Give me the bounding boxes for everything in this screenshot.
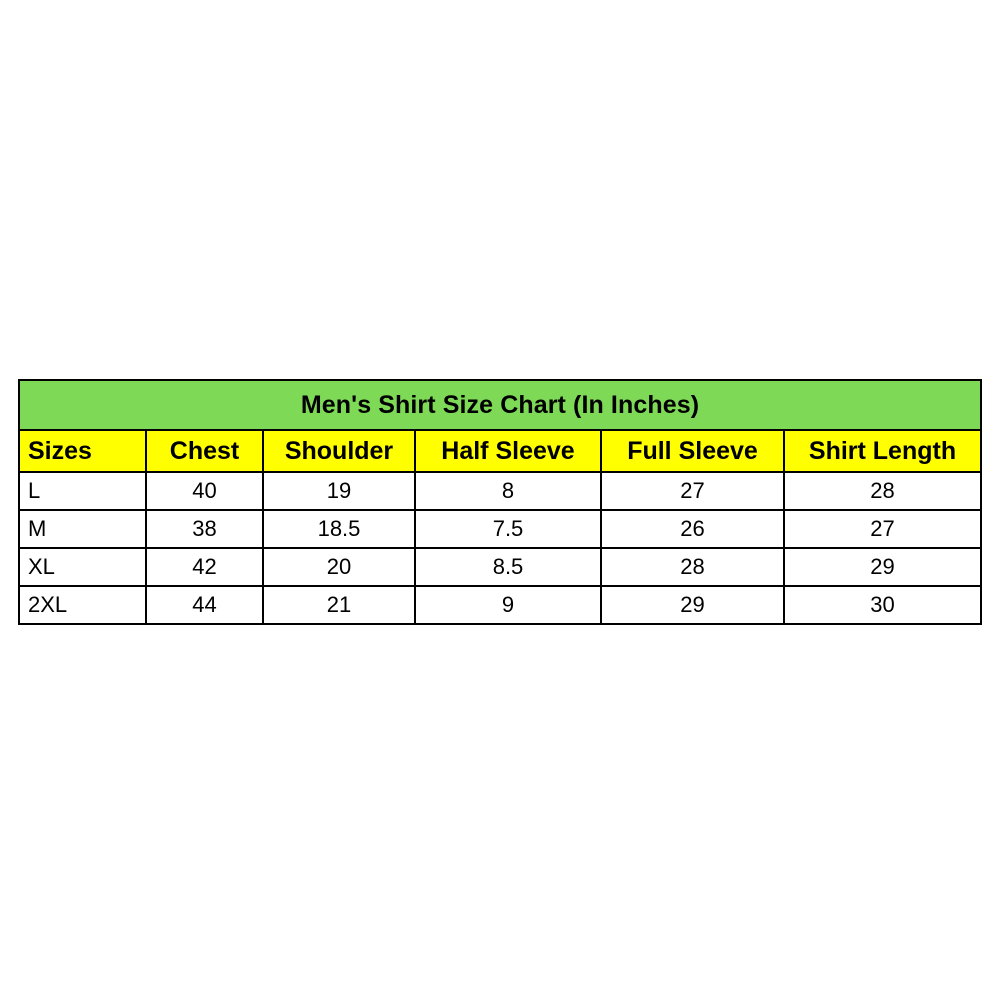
- cell-half-sleeve: 7.5: [415, 510, 601, 548]
- cell-full-sleeve: 28: [601, 548, 784, 586]
- cell-half-sleeve: 8.5: [415, 548, 601, 586]
- table-title-row: [19, 380, 981, 430]
- cell-shoulder: 19: [263, 472, 415, 510]
- table-row: [19, 548, 981, 586]
- size-chart-container: [18, 379, 980, 625]
- table-row: [19, 510, 981, 548]
- cell-size: 2XL: [19, 586, 146, 624]
- column-header-sizes: Sizes: [19, 430, 146, 472]
- cell-half-sleeve: 8: [415, 472, 601, 510]
- cell-full-sleeve: 27: [601, 472, 784, 510]
- column-header-shoulder: Shoulder: [263, 430, 415, 472]
- cell-size: M: [19, 510, 146, 548]
- table-header-row: [19, 430, 981, 472]
- cell-full-sleeve: 29: [601, 586, 784, 624]
- cell-shirt-length: 29: [784, 548, 981, 586]
- table-row: [19, 586, 981, 624]
- cell-full-sleeve: 26: [601, 510, 784, 548]
- cell-shoulder: 20: [263, 548, 415, 586]
- size-chart-table: [18, 379, 982, 625]
- cell-shirt-length: 28: [784, 472, 981, 510]
- chart-title: Men's Shirt Size Chart (In Inches): [19, 380, 981, 430]
- table-row: [19, 472, 981, 510]
- column-header-shirt-length: Shirt Length: [784, 430, 981, 472]
- column-header-half-sleeve: Half Sleeve: [415, 430, 601, 472]
- cell-chest: 44: [146, 586, 263, 624]
- cell-shirt-length: 30: [784, 586, 981, 624]
- cell-chest: 40: [146, 472, 263, 510]
- cell-chest: 38: [146, 510, 263, 548]
- cell-shoulder: 18.5: [263, 510, 415, 548]
- cell-size: XL: [19, 548, 146, 586]
- cell-shoulder: 21: [263, 586, 415, 624]
- cell-half-sleeve: 9: [415, 586, 601, 624]
- column-header-full-sleeve: Full Sleeve: [601, 430, 784, 472]
- column-header-chest: Chest: [146, 430, 263, 472]
- cell-chest: 42: [146, 548, 263, 586]
- cell-shirt-length: 27: [784, 510, 981, 548]
- cell-size: L: [19, 472, 146, 510]
